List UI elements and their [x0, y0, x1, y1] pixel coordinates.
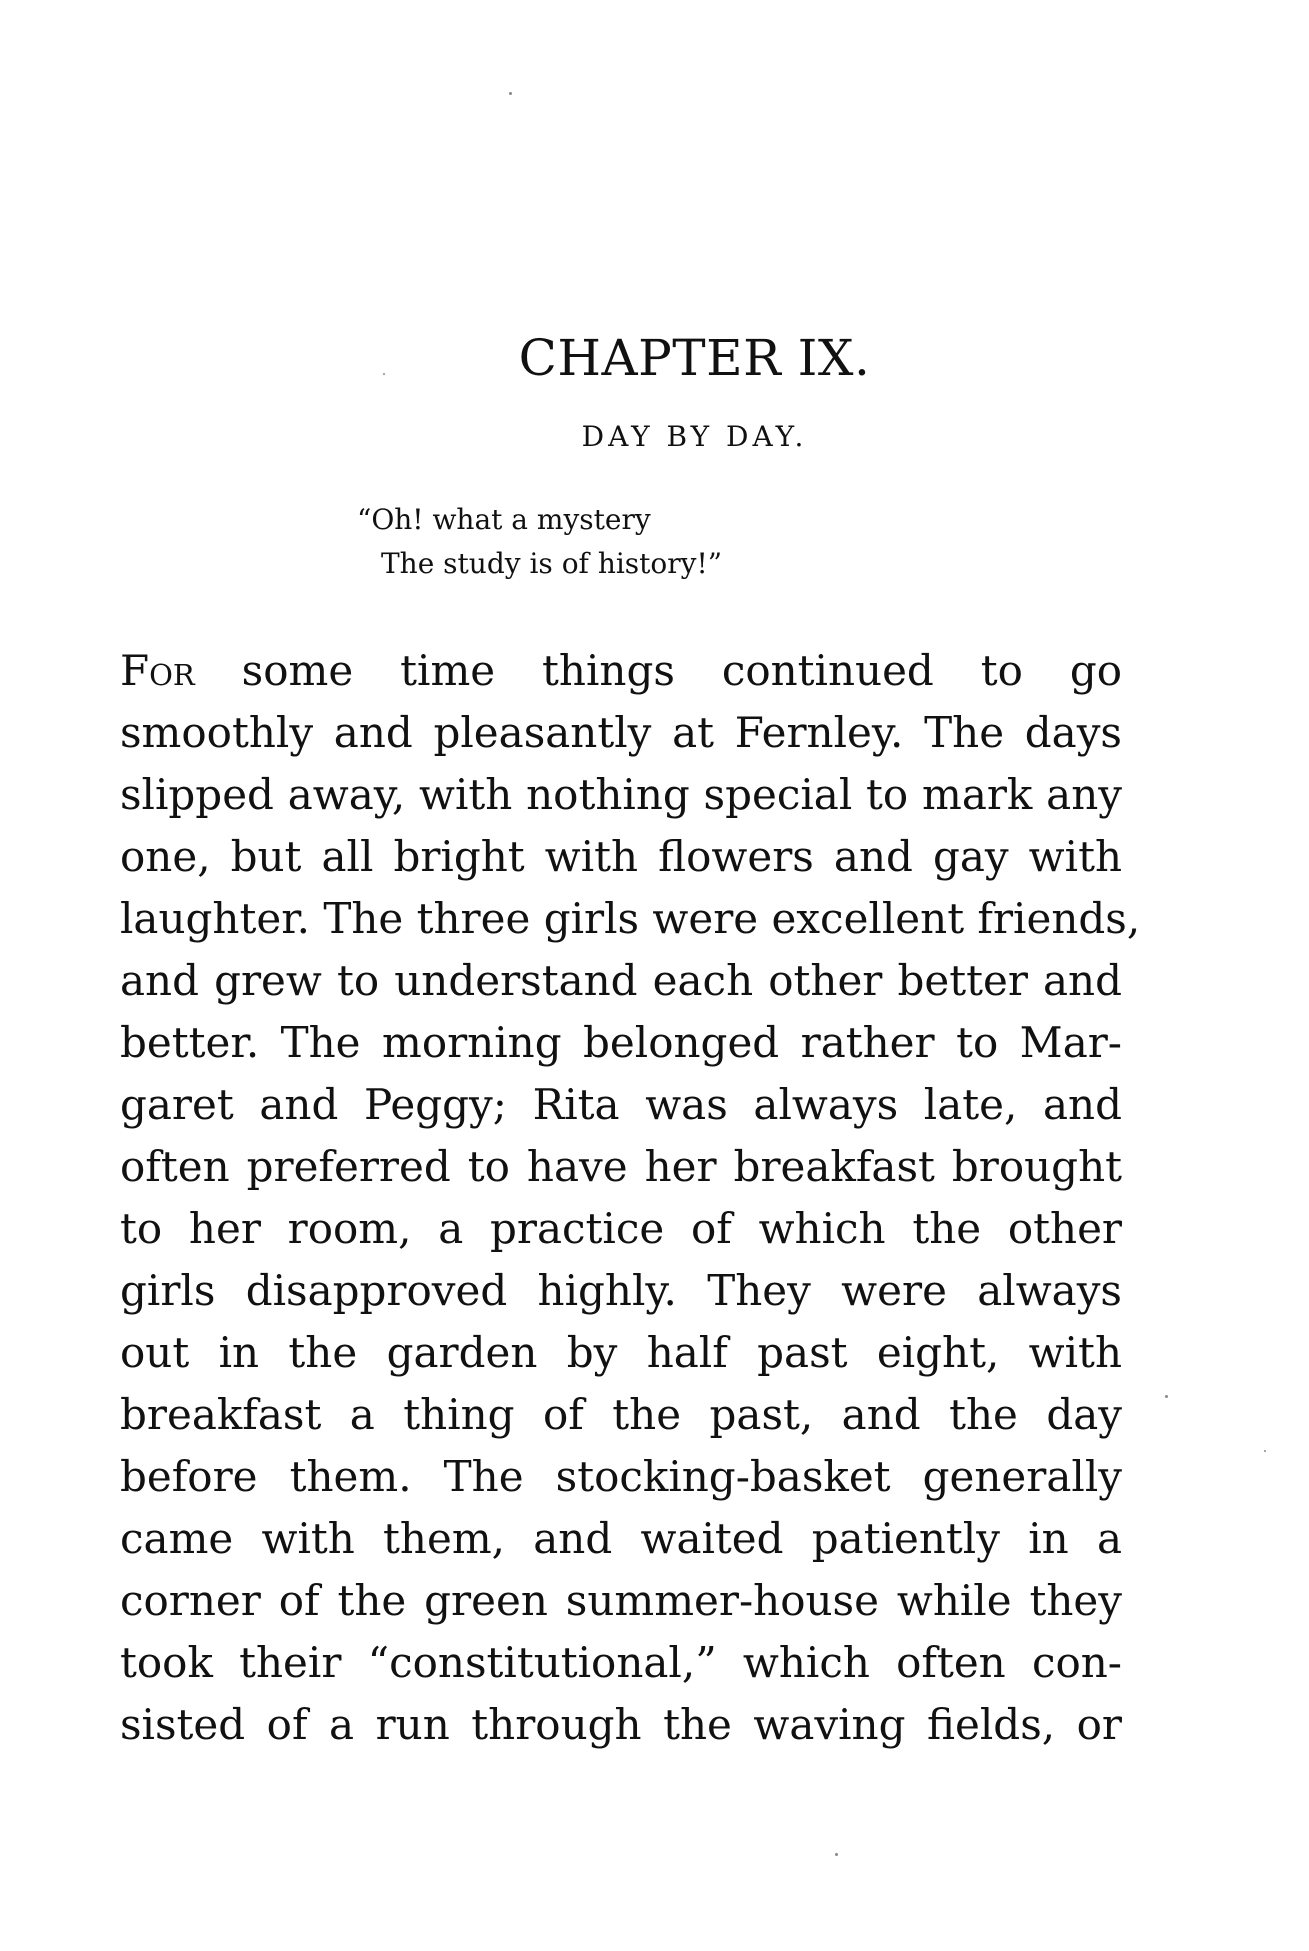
body-line: out in the garden by half past eight, with: [120, 1328, 1122, 1377]
body-line: better. The morning belonged rather to Mar-: [120, 1018, 1122, 1067]
body-line: to her room, a practice of which the other: [120, 1204, 1122, 1253]
scan-speck: [383, 373, 385, 375]
chapter-subtitle: DAY BY DAY.: [581, 420, 808, 453]
body-line: sisted of a run through the waving fields, or: [120, 1700, 1122, 1749]
body-line: laughter. The three girls were excellent friends,: [120, 894, 1141, 943]
body-line: slipped away, with nothing special to mark any: [120, 770, 1122, 819]
scan-speck: [509, 92, 512, 95]
body-line: garet and Peggy; Rita was always late, and: [120, 1080, 1122, 1129]
first-word: For: [120, 646, 195, 695]
epigraph: [357, 498, 722, 586]
body-line: came with them, and waited patiently in a: [120, 1514, 1122, 1563]
body-line: often preferred to have her breakfast brought: [120, 1142, 1122, 1191]
body-line: one, but all bright with flowers and gay with: [120, 832, 1122, 881]
body-line: breakfast a thing of the past, and the day: [120, 1390, 1122, 1439]
scan-speck: [835, 1853, 838, 1856]
epigraph-line-2: The study is of history!”: [381, 547, 723, 580]
body-line: girls disapproved highly. They were always: [120, 1266, 1122, 1315]
body-line: and grew to understand each other better and: [120, 956, 1122, 1005]
epigraph-line-1: “Oh! what a mystery: [357, 503, 651, 536]
body-line: before them. The stocking-basket generally: [120, 1452, 1122, 1501]
body-line: took their “constitutional,” which often con-: [120, 1638, 1122, 1687]
chapter-heading: CHAPTER IX.: [518, 329, 871, 387]
body-paragraph: [120, 640, 1141, 1756]
scan-speck: [1264, 1450, 1266, 1452]
body-line: For some time things continued to go: [120, 646, 1122, 695]
body-line: corner of the green summer-house while they: [120, 1576, 1122, 1625]
scan-speck: [1165, 1395, 1168, 1398]
body-line: smoothly and pleasantly at Fernley. The days: [120, 708, 1122, 757]
